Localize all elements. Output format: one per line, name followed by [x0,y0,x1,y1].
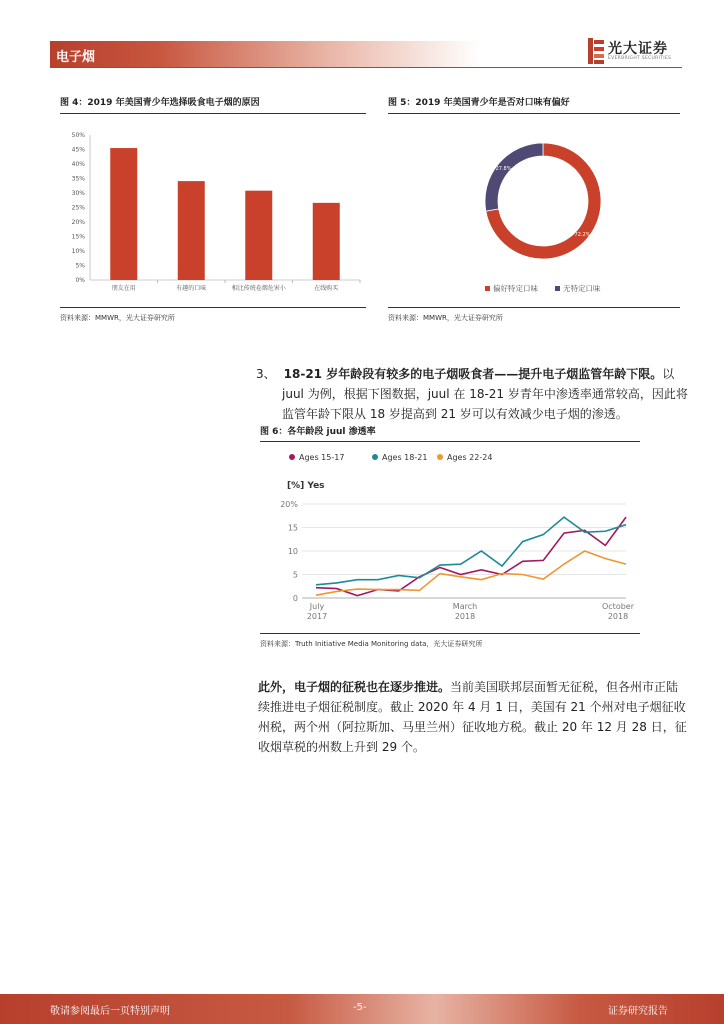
fig5-data-label: 27.8% [495,165,512,172]
fig5-bottom-rule [388,307,680,308]
page-number: -5- [353,1002,367,1013]
fig6-xtick-year: 2018 [454,612,476,621]
fig4-ytick-label: 30% [71,190,85,197]
fig5-donut-chart [388,125,680,305]
paragraph2-line2: 续推进电子烟征税制度。截止 2020 年 4 月 1 日，美国有 21 个州对电子烟征收 [258,700,686,714]
fig6-legend-dot [289,454,295,460]
fig6-ytick-label: 10 [287,547,298,556]
paragraph1-line2: juul 为例，根据下图数据，juul 在 18-21 岁青年中渗透率通常较高，因此将 [282,387,688,401]
fig4-category-label: 相比传统卷烟危害小 [231,285,286,292]
paragraph2-bold: 此外，电子烟的征税也在逐步推进。 [258,680,451,694]
fig5-source: 资料来源：MMWR，光大证券研究所 [388,314,503,322]
paragraph1-line3: 监管年龄下限从 18 岁提高到 21 岁可以有效减少电子烟的渗透。 [282,407,628,421]
fig6-ytick-label: 5 [292,570,298,580]
fig6-xtick-year: 2017 [306,612,328,621]
fig6-source: 资料来源：Truth Initiative Media Monitoring data，光大证券研究所 [260,640,483,648]
fig6-ytick-label: 0 [292,594,298,603]
fig4-ytick-label: 50% [71,132,85,139]
fig6-legend-label: Ages 18-21 [382,453,428,462]
section-title: 电子烟 [56,50,96,65]
fig6-ytick-label: 15 [287,523,298,533]
fig4-bar [245,191,272,280]
paragraph2-line3: 州税，两个州（阿拉斯加、马里兰州）征收地方税。截止 20 年 12 月 28 日，征 [258,720,687,734]
fig4-ytick-label: 45% [71,146,85,154]
fig6-title: 图 6：各年龄段 juul 渗透率 [260,427,376,437]
fig4-bottom-rule [60,307,366,308]
paragraph-tax [258,677,698,757]
fig6-xtick-label: March [452,602,478,611]
fig5-title: 图 5：2019 年美国青少年是否对口味有偏好 [388,98,570,108]
fig4-ytick-label: 40% [71,161,85,168]
fig4-bar [178,181,205,280]
fig4-ytick-label: 20% [71,219,85,226]
fig6-top-rule [260,441,640,442]
fig6-ytick-label: 20% [280,500,298,509]
fig6-xtick-label: October [601,602,635,611]
fig4-title: 图 4：2019 年美国青少年选择吸食电子烟的原因 [60,98,260,108]
fig4-source: 资料来源：MMWR，光大证券研究所 [60,314,175,322]
list-number: 3、 [256,367,276,381]
paragraph2-line4: 收烟草税的州数上升到 29 个。 [258,740,425,754]
fig4-ytick-label: 25% [71,204,85,212]
fig6-bottom-rule [260,633,640,634]
fig5-legend-label: 偏好特定口味 [493,284,538,293]
fig4-bar [313,203,340,280]
fig4-bar-chart [60,125,370,305]
fig5-top-rule [388,113,680,114]
paragraph2-line1-tail: 当前美国联邦层面暂无征税，但各州市正陆 [450,680,679,694]
fig4-category-label: 有趣的口味 [176,285,207,292]
fig6-legend-dot [372,454,378,460]
header-divider [50,67,682,68]
fig4-bar [110,148,137,280]
fig4-ytick-label: 5% [75,262,85,270]
fig6-legend-dot [437,454,443,460]
footer-disclaimer: 敬请参阅最后一页特别声明 [50,1006,170,1017]
paragraph-age-limit [256,364,696,424]
fig5-legend-label: 无特定口味 [563,284,601,293]
fig5-data-label: 72.2% [574,232,591,239]
fig4-ytick-label: 10% [71,248,85,255]
fig6-line-chart [262,445,640,631]
fig6-y-axis-label: [%] Yes [287,481,325,491]
fig5-legend-swatch [555,286,560,291]
fig5-slice [485,143,543,211]
brand-name: 光大证券 [608,41,668,57]
fig6-legend-label: Ages 15-17 [299,453,345,462]
fig5-legend-swatch [485,286,490,291]
footer-report-type: 证券研究报告 [608,1006,668,1017]
brand-subname: EVERBRIGHT SECURITIES [608,56,672,61]
fig4-ytick-label: 35% [71,175,85,183]
fig4-top-rule [60,113,366,114]
fig6-xtick-year: 2018 [607,612,629,621]
brand-logo-icon [588,38,606,64]
fig4-category-label: 在线购买 [314,285,339,292]
paragraph1-bold: 18-21 岁年龄段有较多的电子烟吸食者——提升电子烟监管年龄下限。 [283,367,663,381]
header-banner [50,41,480,67]
fig4-category-label: 朋友在用 [111,285,136,292]
fig4-ytick-label: 0% [75,277,85,284]
fig4-ytick-label: 15% [71,233,85,241]
fig6-legend-label: Ages 22-24 [447,453,493,462]
paragraph1-line1-tail: 以 [662,367,675,381]
fig6-xtick-label: July [309,602,325,611]
